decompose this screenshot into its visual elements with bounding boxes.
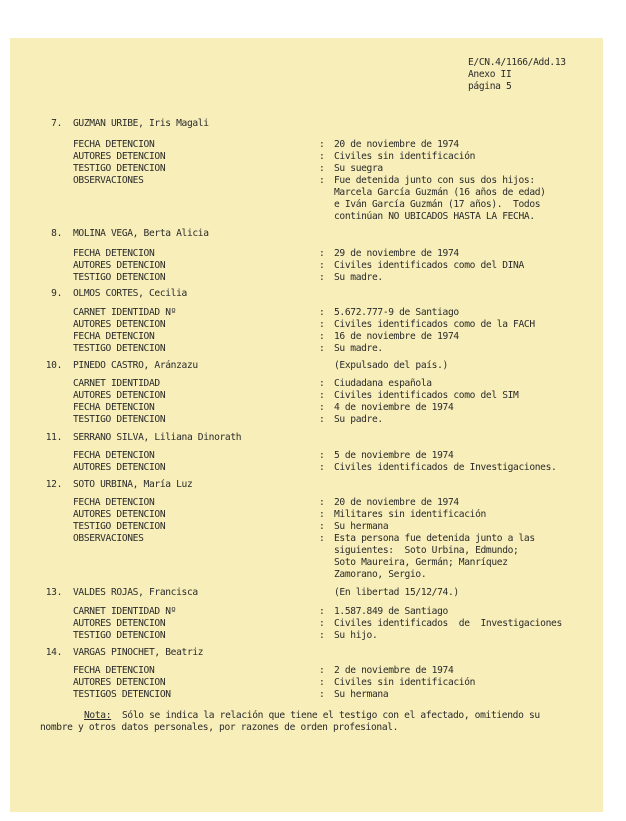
footnote <box>84 710 540 722</box>
field-label: FECHA DETENCION <box>73 139 155 150</box>
field-label: FECHA DETENCION <box>73 402 155 413</box>
colon: : <box>319 521 325 532</box>
field-label: AUTORES DETENCION <box>73 462 166 473</box>
field-value: Su madre. <box>334 272 383 283</box>
note-line-1: Sólo se indica la relación que tiene el testigo con el afectado, omitiendo su <box>111 710 540 721</box>
entry-number: 11. <box>45 432 62 443</box>
field-label: TESTIGO DETENCION <box>73 343 166 354</box>
field-label: FECHA DETENCION <box>73 497 155 508</box>
field-value: Su hermana <box>334 689 389 700</box>
note-label: Nota: <box>84 710 112 721</box>
colon: : <box>319 497 325 508</box>
field-value: Fue detenida junto con sus dos hijos: <box>334 175 535 186</box>
field-value-continued: Marcela García Guzmán (16 años de edad) <box>334 187 546 198</box>
field-value-continued: Soto Maureira, Germán; Manríquez <box>334 557 508 568</box>
field-label: CARNET IDENTIDAD <box>73 378 160 389</box>
field-value: Su hermana <box>334 521 389 532</box>
colon: : <box>319 450 325 461</box>
entry-number: 7. <box>51 118 62 129</box>
colon: : <box>319 665 325 676</box>
field-label: AUTORES DETENCION <box>73 260 166 271</box>
person-name: OLMOS CORTES, Cecilia <box>73 288 187 299</box>
colon: : <box>319 163 325 174</box>
field-value: Ciudadana española <box>334 378 432 389</box>
colon: : <box>319 248 325 259</box>
field-label: AUTORES DETENCION <box>73 677 166 688</box>
field-value: 20 de noviembre de 1974 <box>334 139 459 150</box>
colon: : <box>319 272 325 283</box>
field-label: TESTIGO DETENCION <box>73 163 166 174</box>
colon: : <box>319 307 325 318</box>
field-value: 5 de noviembre de 1974 <box>334 450 454 461</box>
field-value: 20 de noviembre de 1974 <box>334 497 459 508</box>
field-label: TESTIGO DETENCION <box>73 521 166 532</box>
person-name: VALDES ROJAS, Francisca <box>73 587 198 598</box>
field-label: AUTORES DETENCION <box>73 390 166 401</box>
field-value: 2 de noviembre de 1974 <box>334 665 454 676</box>
entry-number: 14. <box>45 647 62 658</box>
field-label: FECHA DETENCION <box>73 331 155 342</box>
colon: : <box>319 139 325 150</box>
colon: : <box>319 630 325 641</box>
colon: : <box>319 319 325 330</box>
person-name: SERRANO SILVA, Liliana Dinorath <box>73 432 242 443</box>
field-label: OBSERVACIONES <box>73 533 144 544</box>
colon: : <box>319 175 325 186</box>
field-label: FECHA DETENCION <box>73 248 155 259</box>
field-label: TESTIGOS DETENCION <box>73 689 171 700</box>
field-label: OBSERVACIONES <box>73 175 144 186</box>
person-name: PINEDO CASTRO, Aránzazu <box>73 360 198 371</box>
field-label: TESTIGO DETENCION <box>73 630 166 641</box>
field-value: Su suegra <box>334 163 383 174</box>
colon: : <box>319 390 325 401</box>
field-value: 16 de noviembre de 1974 <box>334 331 459 342</box>
colon: : <box>319 260 325 271</box>
status-note: (Expulsado del país.) <box>334 360 448 371</box>
field-value: Su madre. <box>334 343 383 354</box>
colon: : <box>319 151 325 162</box>
field-value: 29 de noviembre de 1974 <box>334 248 459 259</box>
field-value: 5.672.777-9 de Santiago <box>334 307 459 318</box>
field-label: AUTORES DETENCION <box>73 509 166 520</box>
field-label: TESTIGO DETENCION <box>73 414 166 425</box>
colon: : <box>319 402 325 413</box>
annex-label: Anexo II <box>468 69 512 80</box>
field-label: FECHA DETENCION <box>73 665 155 676</box>
field-value: Civiles identificados como del DINA <box>334 260 524 271</box>
colon: : <box>319 509 325 520</box>
entry-number: 10. <box>45 360 62 371</box>
colon: : <box>319 331 325 342</box>
field-value: Militares sin identificación <box>334 509 486 520</box>
colon: : <box>319 462 325 473</box>
colon: : <box>319 414 325 425</box>
entry-number: 8. <box>51 228 62 239</box>
entry-number: 13. <box>45 587 62 598</box>
entry-number: 12. <box>45 479 62 490</box>
person-name: GUZMAN URIBE, Iris Magali <box>73 118 209 129</box>
colon: : <box>319 378 325 389</box>
field-label: TESTIGO DETENCION <box>73 272 166 283</box>
field-label: AUTORES DETENCION <box>73 151 166 162</box>
colon: : <box>319 606 325 617</box>
field-value-continued: e Iván García Guzmán (17 años). Todos <box>334 199 541 210</box>
colon: : <box>319 618 325 629</box>
entry-number: 9. <box>51 288 62 299</box>
field-value: Civiles identificados de Investigaciones. <box>334 462 557 473</box>
field-value: Esta persona fue detenida junto a las <box>334 533 535 544</box>
field-value: Civiles identificados como de la FACH <box>334 319 535 330</box>
person-name: SOTO URBINA, María Luz <box>73 479 193 490</box>
field-label: AUTORES DETENCION <box>73 319 166 330</box>
field-label: FECHA DETENCION <box>73 450 155 461</box>
field-label: CARNET IDENTIDAD Nº <box>73 606 177 617</box>
colon: : <box>319 689 325 700</box>
page-label: página 5 <box>468 81 512 92</box>
field-label: AUTORES DETENCION <box>73 618 166 629</box>
field-value-continued: continúan NO UBICADOS HASTA LA FECHA. <box>334 211 535 222</box>
field-label: CARNET IDENTIDAD Nº <box>73 307 177 318</box>
field-value: Civiles identificados como del SIM <box>334 390 519 401</box>
field-value: Civiles sin identificación <box>334 151 476 162</box>
note-line-2: nombre y otros datos personales, por razones de orden profesional. <box>40 722 399 733</box>
colon: : <box>319 677 325 688</box>
field-value: Su hijo. <box>334 630 378 641</box>
field-value: 4 de noviembre de 1974 <box>334 402 454 413</box>
status-note: (En libertad 15/12/74.) <box>334 587 459 598</box>
field-value: Su padre. <box>334 414 383 425</box>
colon: : <box>319 533 325 544</box>
field-value: 1.587.849 de Santiago <box>334 606 448 617</box>
field-value-continued: siguientes: Soto Urbina, Edmundo; <box>334 545 519 556</box>
document-symbol: E/CN.4/1166/Add.13 <box>468 57 566 68</box>
field-value-continued: Zamorano, Sergio. <box>334 569 427 580</box>
colon: : <box>319 343 325 354</box>
field-value: Civiles sin identificación <box>334 677 476 688</box>
person-name: MOLINA VEGA, Berta Alicia <box>73 228 209 239</box>
person-name: VARGAS PINOCHET, Beatriz <box>73 647 204 658</box>
field-value: Civiles identificados de Investigaciones <box>334 618 562 629</box>
